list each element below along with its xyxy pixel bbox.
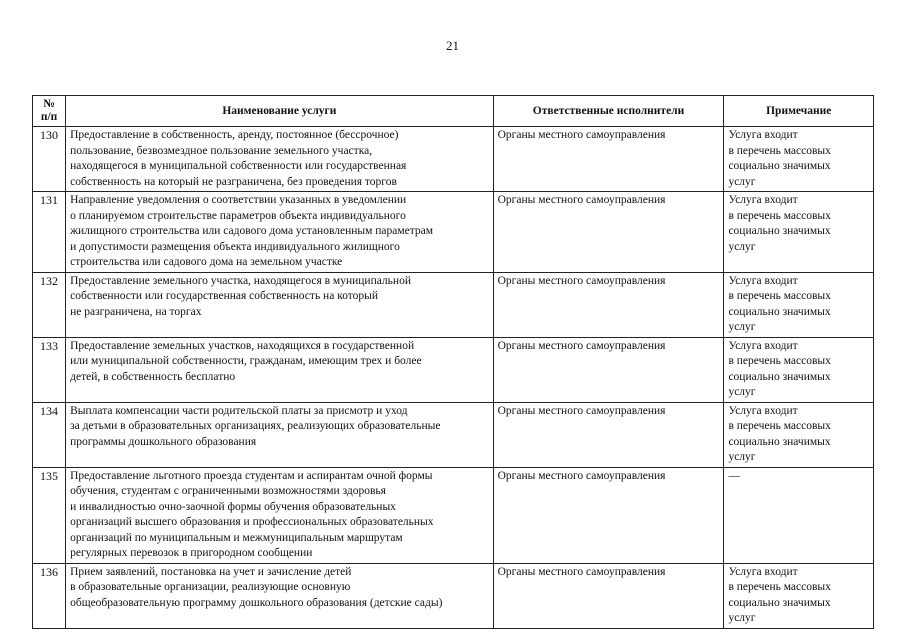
note-cell [724, 272, 874, 337]
header-note: Примечание [724, 96, 874, 127]
note-line: Услуга входит [728, 129, 798, 141]
table-row [33, 337, 874, 402]
row-number: 131 [33, 192, 66, 273]
services-table [32, 95, 874, 629]
service-name-line: за детьми в образовательных организациях, реализующих образовательные [70, 420, 441, 432]
row-number: 135 [33, 467, 66, 563]
note-line: в перечень массовых [728, 209, 831, 222]
row-number: 130 [33, 127, 66, 192]
header-executors: Ответственные исполнители [493, 96, 724, 127]
row-number: 133 [33, 337, 66, 402]
service-name-line: регулярных перевозок в пригородном сообщении [70, 547, 313, 559]
service-name-line: Предоставление льготного проезда студентам и аспирантам очной формы [70, 469, 433, 482]
note-cell [724, 402, 874, 467]
service-name-line: или муниципальной собственности, гражданам, имеющим трех и более [70, 355, 422, 367]
service-name-line: детей, в собственность бесплатно [70, 370, 236, 383]
note-line: услуг [728, 321, 756, 333]
service-name-cell [66, 402, 494, 467]
service-name-line: находящегося в муниципальной собственности или государственная [70, 160, 407, 172]
page-number: 21 [446, 38, 459, 53]
note-line: социально значимых [728, 596, 831, 609]
note-cell [724, 337, 874, 402]
service-name-line: организаций по муниципальным и межмуниципальным маршрутам [70, 531, 403, 544]
note-line: социально значимых [728, 305, 831, 318]
service-name-line: не разграничена, на торгах [70, 305, 202, 318]
note-cell [724, 467, 874, 563]
service-name-cell [66, 337, 494, 402]
table-row [33, 563, 874, 628]
service-name-line: жилищного строительства или садового дома установленным параметрам [70, 225, 434, 237]
service-name-line: организаций высшего образования и профессиональных образовательных [70, 516, 434, 528]
header-service-name: Наименование услуги [66, 96, 494, 127]
service-name-line: обучения, студентам с ограниченными возможностями здоровья [70, 485, 386, 497]
service-name-line: и допустимости размещения объекта индивидуального жилищного [70, 240, 400, 253]
note-line: услуг [728, 386, 756, 398]
service-name-line: Выплата компенсации части родительской платы за присмотр и уход [70, 404, 408, 417]
table-row [33, 402, 874, 467]
service-name-line: в образовательные организации, реализующие основную [70, 581, 351, 593]
note-line: услуг [728, 175, 756, 188]
executor-cell: Органы местного самоуправления [493, 563, 724, 628]
executor-cell: Органы местного самоуправления [493, 467, 724, 563]
note-line: социально значимых [728, 370, 831, 383]
service-name-line: о планируемом строительстве параметров объекта индивидуального [70, 209, 406, 222]
note-line: — [728, 469, 740, 482]
service-name-line: пользование, безвозмездное пользование земельного участка, [70, 144, 373, 157]
service-name-cell [66, 272, 494, 337]
header-number [33, 96, 66, 127]
note-line: Услуга входит [728, 194, 798, 206]
service-name-line: собственности или государственная собственность на который [70, 290, 379, 302]
note-line: услуг [728, 240, 756, 253]
table-row [33, 467, 874, 563]
service-name-line: Прием заявлений, постановка на учет и зачисление детей [70, 565, 352, 578]
note-line: в перечень массовых [728, 144, 831, 157]
note-line: социально значимых [728, 225, 831, 237]
row-number: 136 [33, 563, 66, 628]
table-row [33, 272, 874, 337]
note-cell [724, 563, 874, 628]
service-name-cell [66, 127, 494, 192]
header-number-symbol: № [43, 98, 55, 110]
service-name-cell [66, 192, 494, 273]
note-line: в перечень массовых [728, 581, 831, 593]
service-name-line: строительства или садового дома на земельном участке [70, 256, 343, 268]
row-number: 132 [33, 272, 66, 337]
table-header-row [33, 96, 874, 127]
service-name-line: Предоставление земельного участка, находящегося в муниципальной [70, 274, 411, 287]
note-line: услуг [728, 612, 756, 624]
note-line: в перечень массовых [728, 355, 831, 367]
note-cell [724, 127, 874, 192]
row-number: 134 [33, 402, 66, 467]
service-name-line: и инвалидностью очно-заочной формы обучения образовательных [70, 500, 396, 513]
service-name-line: программы дошкольного образования [70, 435, 257, 448]
note-line: социально значимых [728, 435, 831, 448]
service-name-line: Предоставление земельных участков, находящихся в государственной [70, 339, 415, 352]
service-name-cell [66, 467, 494, 563]
service-name-line: собственность на который не разграничена, без проведения торгов [70, 175, 397, 188]
header-number-abbrev: п/п [40, 111, 58, 123]
table-body [33, 127, 874, 629]
note-line: в перечень массовых [728, 420, 831, 432]
note-line: Услуга входит [728, 274, 798, 287]
service-name-cell [66, 563, 494, 628]
service-name-line: Предоставление в собственность, аренду, постоянное (бессрочное) [70, 129, 399, 141]
note-line: в перечень массовых [728, 290, 831, 302]
service-name-line: общеобразовательную программу дошкольного образования (детские сады) [70, 596, 443, 609]
note-line: Услуга входит [728, 404, 798, 417]
note-cell [724, 192, 874, 273]
executor-cell: Органы местного самоуправления [493, 127, 724, 192]
service-name-line: Направление уведомления о соответствии указанных в уведомлении [70, 194, 407, 206]
executor-cell: Органы местного самоуправления [493, 192, 724, 273]
executor-cell: Органы местного самоуправления [493, 272, 724, 337]
note-line: Услуга входит [728, 339, 798, 352]
table-row [33, 127, 874, 192]
executor-cell: Органы местного самоуправления [493, 402, 724, 467]
note-line: социально значимых [728, 160, 831, 172]
executor-cell: Органы местного самоуправления [493, 337, 724, 402]
note-line: услуг [728, 451, 756, 463]
table-row [33, 192, 874, 273]
note-line: Услуга входит [728, 565, 798, 578]
